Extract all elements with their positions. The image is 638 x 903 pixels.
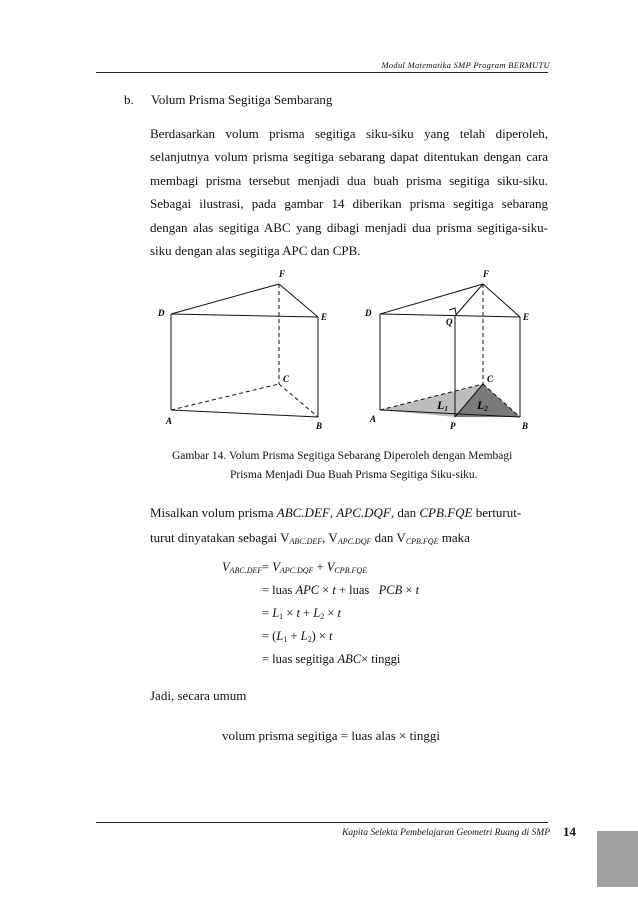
paragraph-line: Berdasarkan volum prisma segitiga siku-siku yang telah diperoleh, (150, 126, 548, 141)
label-F: F (483, 269, 490, 279)
label-F: F (279, 269, 286, 279)
paragraph-line: Misalkan volum prisma ABC.DEF, APC.DQF, dan CPB.FQE berturut- (150, 505, 522, 520)
label-C: C (487, 374, 494, 384)
edge-ab (171, 410, 318, 417)
paragraph-line: membagi prisma tersebut menjadi dua buah prisma segitiga siku-siku. (150, 172, 548, 188)
edge-fe (483, 284, 520, 317)
edge-ac (171, 384, 279, 410)
label-L2: L2 (477, 398, 488, 413)
conclusion-formula: volum prisma segitiga = luas alas × tinggi (222, 728, 440, 743)
label-P: P (450, 421, 456, 431)
label-A: A (370, 414, 377, 424)
label-D: D (158, 308, 165, 318)
edge-df (380, 284, 483, 314)
equation-lhs: $V_{ABC.DEF}$ (222, 560, 263, 575)
paragraph-definitions (150, 500, 550, 554)
figure-14 (150, 262, 550, 434)
label-A: A (166, 416, 173, 426)
section-title: Volum Prisma Segitiga Sembarang (151, 92, 333, 107)
edge-de (171, 314, 318, 317)
equation-row-3: = $L_1 \times t + L_2 \times t$ (262, 606, 341, 621)
section-heading (124, 92, 332, 108)
caption-line: Prisma Menjadi Dua Buah Prisma Segitiga Siku-siku. (230, 469, 478, 481)
edge-qf (455, 284, 483, 316)
paragraph-line: selanjutnya volum prisma segitiga sebarang dapat ditentukan dengan cara (150, 149, 548, 165)
page-tab-marker (597, 831, 638, 887)
footer-title: Kapita Selekta Pembelajaran Geometri Ruang di SMP (342, 828, 550, 838)
label-C: C (283, 374, 290, 384)
edge-fe (279, 284, 318, 317)
label-B: B (316, 421, 323, 431)
header-rule (96, 72, 548, 73)
label-B: B (522, 421, 529, 431)
label-E: E (321, 312, 328, 322)
paragraph-line: siku dengan alas segitiga APC dan CPB. (150, 242, 361, 258)
footer-rule (96, 822, 548, 823)
equation-row-1: = $V_{APC.DQF} + V_{CPB.FQE}$ (262, 560, 368, 575)
section-label: b. (124, 92, 134, 107)
paragraph-line: dengan alas segitiga ABC yang dibagi menjadi dua prisma segitiga-siku- (150, 219, 548, 235)
caption-line: Gambar 14. Volum Prisma Segitiga Sebarang Diperoleh dengan Membagi (172, 450, 513, 462)
paragraph-intro (150, 122, 548, 262)
page-number: 14 (563, 824, 576, 839)
label-Q: Q (446, 317, 453, 327)
equation-row-2: = luas APC × t + luas PCB × t (262, 583, 420, 597)
equation-row-4: = $(L_1 + L_2) \times t$ (262, 629, 333, 644)
label-L1: L1 (437, 398, 448, 413)
equation-row-5: = luas segitiga ABC× tinggi (262, 652, 401, 666)
figure-caption (150, 447, 550, 485)
label-D: D (365, 308, 372, 318)
right-angle-mark (449, 308, 456, 314)
paragraph-line: Sebagai ilustrasi, pada gambar 14 diberikan prisma segitiga sebarang (150, 196, 548, 212)
paragraph-line: turut dinyatakan sebagai $V_{ABC.DEF}$, $V_{APC.DQF}$ dan $V_{CPB.FQE}$ maka (150, 530, 470, 546)
conclusion-intro: Jadi, secara umum (150, 688, 247, 703)
edge-cb (279, 384, 318, 417)
left-prism (171, 284, 318, 417)
edge-df (171, 284, 279, 314)
running-header: Modul Matematika SMP Program BERMUTU (381, 60, 550, 70)
label-E: E (523, 312, 530, 322)
right-prism (380, 284, 520, 417)
